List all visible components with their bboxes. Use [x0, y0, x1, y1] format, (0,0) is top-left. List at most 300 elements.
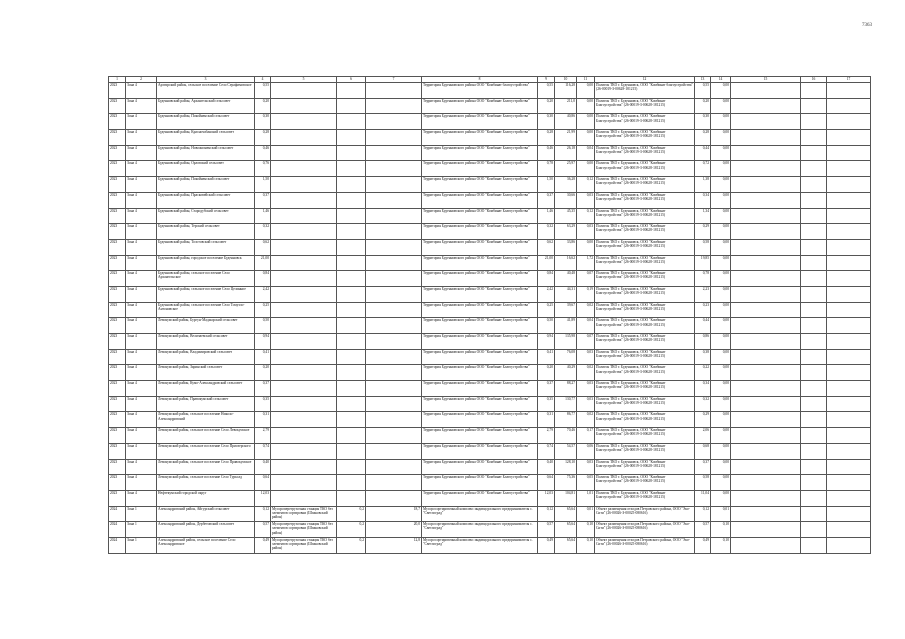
table-cell — [731, 537, 801, 553]
table-cell — [271, 208, 337, 224]
column-number: 6 — [337, 77, 366, 83]
table-cell — [827, 177, 871, 193]
table-cell: Буденновский район, Стародубский сельсовет — [157, 208, 255, 224]
table-cell: Зона 4 — [126, 255, 157, 271]
table-cell: 0,00 — [711, 334, 731, 350]
table-cell: 0,29 — [695, 412, 711, 428]
table-row — [109, 475, 871, 491]
table-row — [109, 365, 871, 381]
table-cell: 0,57 — [695, 522, 711, 538]
table-cell: Зона 4 — [126, 192, 157, 208]
table-cell: Территория Буденновского района ООО "Комбинат Благоустройства" — [422, 130, 538, 146]
table-cell: Объект размещения отходов Петровского района, ООО "Эко-Сити" (26-00026-З-00025-080616) — [595, 506, 695, 522]
table-cell: 0,30 — [695, 114, 711, 130]
table-cell: 2024 — [109, 506, 126, 522]
table-cell — [731, 334, 801, 350]
table-row — [109, 208, 871, 224]
table-row — [109, 130, 871, 146]
table-cell — [271, 349, 337, 365]
table-cell: 0,00 — [711, 255, 731, 271]
table-cell — [827, 286, 871, 302]
table-cell: Зона 4 — [126, 365, 157, 381]
table-cell: 0,00 — [711, 145, 731, 161]
table-cell: 0,57 — [255, 522, 271, 538]
table-cell — [366, 443, 422, 459]
table-cell: 2023 — [109, 349, 126, 365]
table-cell — [801, 396, 827, 412]
table-cell: Левокумский район, Бургун-Маджарский сельсовет — [157, 318, 255, 334]
table-cell — [801, 114, 827, 130]
table-cell: 12,8 — [366, 537, 422, 553]
table-cell: Полигон ТКО г. Буденновск, ООО "Комбинат Благоустройства" (26-00019-З-00628-181215) — [595, 490, 695, 506]
column-number: 3 — [157, 77, 255, 83]
table-cell — [271, 286, 337, 302]
table-cell: 1,50 — [538, 177, 555, 193]
table-cell: 0,00 — [711, 349, 731, 365]
column-number: 17 — [827, 77, 871, 83]
table-cell — [801, 318, 827, 334]
table-cell: 0,37 — [255, 192, 271, 208]
table-cell — [731, 490, 801, 506]
table-cell — [366, 98, 422, 114]
column-number: 9 — [538, 77, 555, 83]
table-cell — [801, 365, 827, 381]
table-cell — [337, 145, 366, 161]
table-cell — [366, 255, 422, 271]
table-cell — [827, 145, 871, 161]
table-cell: 40,86 — [555, 114, 577, 130]
table-cell — [827, 365, 871, 381]
table-cell: 0,44 — [695, 318, 711, 334]
table-cell: 2023 — [109, 130, 126, 146]
table-body — [109, 83, 871, 554]
table-cell — [366, 130, 422, 146]
table-cell: 2023 — [109, 145, 126, 161]
table-cell: Зона 4 — [126, 130, 157, 146]
table-cell: 18,7 — [366, 506, 422, 522]
table-cell: 2023 — [109, 318, 126, 334]
table-cell: 0,46 — [255, 145, 271, 161]
table-cell — [337, 412, 366, 428]
table-cell — [271, 271, 337, 287]
table-cell: 40,29 — [555, 365, 577, 381]
table-cell: 0,62 — [255, 239, 271, 255]
table-cell — [827, 522, 871, 538]
table-cell: 0,03 — [577, 349, 595, 365]
table-cell: 0,22 — [695, 365, 711, 381]
table-row — [109, 396, 871, 412]
table-cell — [271, 192, 337, 208]
table-cell — [801, 428, 827, 444]
table-cell: 2023 — [109, 239, 126, 255]
table-cell — [827, 459, 871, 475]
table-cell: 0,00 — [711, 114, 731, 130]
table-cell: Полигон ТКО г. Буденновск, ООО "Комбинат Благоустройства" (26-00019-З-00628-181215) — [595, 334, 695, 350]
table-cell: 1,46 — [538, 208, 555, 224]
table-cell: 0,00 — [711, 318, 731, 334]
table-cell: Территория Буденновского района ООО "Комбинат Благоустройства" — [422, 459, 538, 475]
table-cell — [366, 114, 422, 130]
table-cell: 0,86 — [695, 334, 711, 350]
table-cell — [827, 98, 871, 114]
table-cell — [271, 475, 337, 491]
table-cell — [801, 490, 827, 506]
table-cell: Буденновский район, Терский сельсовет — [157, 224, 255, 240]
table-row — [109, 381, 871, 397]
table-cell: 116,28 — [555, 83, 577, 99]
table-cell: 76,08 — [555, 349, 577, 365]
table-cell: Левокумский район, Кумо-Александровский сельсовет — [157, 381, 255, 397]
table-cell: Зона 4 — [126, 83, 157, 99]
table-cell: Зона 4 — [126, 98, 157, 114]
table-cell — [827, 271, 871, 287]
table-cell — [801, 381, 827, 397]
table-cell: Территория Буденновского района ООО "Комбинат Благоустройства" — [422, 318, 538, 334]
table-cell — [801, 98, 827, 114]
table-cell: 0,00 — [577, 114, 595, 130]
table-cell — [801, 506, 827, 522]
table-cell: Мусороперегрузочная станция ТКО без элементов сортировки (Шпаковский район) — [271, 537, 337, 553]
table-row — [109, 522, 871, 538]
table-cell: 0,00 — [711, 412, 731, 428]
table-cell — [827, 83, 871, 99]
table-cell: 25,97 — [555, 161, 577, 177]
table-cell: 36,28 — [555, 177, 577, 193]
table-cell: Территория Буденновского района ООО "Комбинат Благоустройства" — [422, 239, 538, 255]
table-row — [109, 271, 871, 287]
table-cell — [801, 459, 827, 475]
table-cell — [731, 271, 801, 287]
table-cell: 0,03 — [577, 459, 595, 475]
table-row — [109, 161, 871, 177]
table-cell: 1,50 — [255, 177, 271, 193]
table-cell — [801, 239, 827, 255]
table-cell: 0,94 — [255, 334, 271, 350]
table-cell: 2,42 — [538, 286, 555, 302]
table-cell: 2023 — [109, 208, 126, 224]
table-cell: 0,62 — [538, 239, 555, 255]
table-cell — [801, 443, 827, 459]
column-number: 14 — [711, 77, 731, 83]
table-cell — [731, 302, 801, 318]
table-cell: 0,78 — [695, 271, 711, 287]
table-cell: 0,10 — [577, 522, 595, 538]
table-cell: Территория Буденновского района ООО "Комбинат благоустройства" — [422, 83, 538, 99]
table-cell: 0,10 — [577, 537, 595, 553]
table-cell — [337, 239, 366, 255]
table-cell — [271, 396, 337, 412]
column-number: 12 — [595, 77, 695, 83]
table-cell: Зона 4 — [126, 177, 157, 193]
table-cell — [366, 271, 422, 287]
table-cell: 0,03 — [577, 396, 595, 412]
column-number: 10 — [555, 77, 577, 83]
table-cell: 0,40 — [255, 459, 271, 475]
table-cell: 0,28 — [538, 130, 555, 146]
table-cell: 0,04 — [577, 145, 595, 161]
table-cell: Территория Буденновского района ООО "Комбинат Благоустройства" — [422, 302, 538, 318]
table-cell: Левокумский район, сельское поселение Николо-Александровский — [157, 412, 255, 428]
column-number: 4 — [255, 77, 271, 83]
table-cell — [271, 365, 337, 381]
table-cell: Полигон ТКО г. Буденновск, ООО "Комбинат Благоустройства" (26-00019-З-00628-181215) — [595, 365, 695, 381]
table-cell — [366, 396, 422, 412]
table-cell — [731, 286, 801, 302]
registry-table — [108, 76, 871, 554]
table-cell — [337, 475, 366, 491]
table-cell — [366, 381, 422, 397]
table-cell — [801, 192, 827, 208]
table-cell: 0,12 — [538, 506, 555, 522]
table-cell: 0,00 — [711, 490, 731, 506]
table-cell — [337, 83, 366, 99]
table-cell: 30,66 — [555, 192, 577, 208]
table-cell: Территория Буденновского района ООО "Комбинат Благоустройства" — [422, 286, 538, 302]
table-cell — [731, 161, 801, 177]
table-cell: Александровский район, сельское поселение Село Александровское — [157, 537, 255, 553]
table-cell: 0,00 — [577, 130, 595, 146]
table-cell: Территория Буденновского района ООО "Комбинат Благоустройства" — [422, 161, 538, 177]
table-cell: 130,77 — [555, 396, 577, 412]
table-cell: 0,55 — [538, 83, 555, 99]
table-cell: 2023 — [109, 443, 126, 459]
table-cell: 1,38 — [695, 177, 711, 193]
table-cell: 2023 — [109, 161, 126, 177]
table-cell — [337, 286, 366, 302]
table-cell: 0,00 — [711, 302, 731, 318]
table-cell: Зона 4 — [126, 286, 157, 302]
table-cell — [827, 318, 871, 334]
table-cell: 0,76 — [255, 161, 271, 177]
table-cell: 11,04 — [695, 490, 711, 506]
table-cell — [366, 318, 422, 334]
table-cell — [827, 412, 871, 428]
table-cell: 0,06 — [577, 443, 595, 459]
column-number: 15 — [731, 77, 801, 83]
table-cell — [731, 224, 801, 240]
table-cell: 0,02 — [577, 412, 595, 428]
table-cell: Зона 1 — [126, 506, 157, 522]
table-cell — [731, 145, 801, 161]
table-cell: Территория Буденновского района ООО "Комбинат Благоустройства" — [422, 271, 538, 287]
table-cell — [731, 381, 801, 397]
table-cell — [827, 443, 871, 459]
table-cell: 0,49 — [255, 537, 271, 553]
table-cell: Александровский район, Айгурский сельсовет — [157, 506, 255, 522]
table-cell — [366, 224, 422, 240]
table-cell — [366, 490, 422, 506]
table-cell: Полигон ТКО г. Буденновск, ООО "Комбинат Благоустройства" (26-00019-З-00628-181215) — [595, 318, 695, 334]
table-cell: 2024 — [109, 522, 126, 538]
table-cell — [271, 381, 337, 397]
table-cell: 2023 — [109, 365, 126, 381]
table-row — [109, 459, 871, 475]
table-cell: 0,07 — [577, 271, 595, 287]
table-cell: Левокумский район, сельское поселение Село Приозерского — [157, 443, 255, 459]
table-row — [109, 239, 871, 255]
table-cell — [366, 475, 422, 491]
table-cell — [731, 255, 801, 271]
table-cell — [366, 192, 422, 208]
table-cell: 211,0 — [555, 98, 577, 114]
column-number: 7 — [366, 77, 422, 83]
table-row — [109, 318, 871, 334]
table-cell: 2023 — [109, 334, 126, 350]
table-cell: 0,41 — [538, 349, 555, 365]
table-cell: 0,23 — [695, 302, 711, 318]
table-row — [109, 224, 871, 240]
table-cell: 0,41 — [255, 349, 271, 365]
table-cell: 0,32 — [695, 396, 711, 412]
table-cell: 0,12 — [695, 506, 711, 522]
table-cell: 0,00 — [711, 286, 731, 302]
table-cell — [827, 130, 871, 146]
table-cell — [271, 177, 337, 193]
table-cell: 40,48 — [555, 271, 577, 287]
table-cell: 0,55 — [695, 83, 711, 99]
table-cell: Зона 4 — [126, 114, 157, 130]
table-cell: Александровский район, Дербетовский сельсовет — [157, 522, 255, 538]
table-cell: Зона 4 — [126, 490, 157, 506]
table-cell: 0,00 — [711, 475, 731, 491]
table-cell: 0,57 — [538, 522, 555, 538]
table-cell: 0,00 — [711, 192, 731, 208]
table-cell — [271, 459, 337, 475]
table-cell: 2023 — [109, 475, 126, 491]
table-cell: 0,49 — [538, 537, 555, 553]
table-cell: 2,23 — [695, 286, 711, 302]
table-cell: 16,62 — [555, 255, 577, 271]
table-cell: 0,00 — [577, 98, 595, 114]
table-cell — [366, 177, 422, 193]
table-cell: 2023 — [109, 98, 126, 114]
table-cell: 21,99 — [555, 130, 577, 146]
table-cell — [731, 396, 801, 412]
table-cell: Мусороперегрузочная станция ТКО без элементов сортировки (Шпаковский район) — [271, 506, 337, 522]
table-row — [109, 490, 871, 506]
table-cell — [801, 412, 827, 428]
table-cell: Полигон ТКО г. Буденновск, ООО "Комбинат благоустройства" (26-00019-З-00628-181215) — [595, 83, 695, 99]
table-cell — [337, 490, 366, 506]
table-cell — [827, 334, 871, 350]
table-cell: 0,00 — [711, 161, 731, 177]
table-cell: Буденновский район, Орловский сельсовет — [157, 161, 255, 177]
table-cell: Полигон ТКО г. Буденновск, ООО "Комбинат Благоустройства" (26-00019-З-00628-181215) — [595, 224, 695, 240]
table-cell — [337, 177, 366, 193]
table-cell: 0,37 — [538, 381, 555, 397]
table-cell: 2,06 — [695, 428, 711, 444]
table-cell: Зона 4 — [126, 145, 157, 161]
table-cell: Зона 4 — [126, 208, 157, 224]
table-cell: 0,19 — [577, 286, 595, 302]
column-number: 1 — [109, 77, 126, 83]
table-cell: 0,00 — [711, 443, 731, 459]
table-cell: 21,00 — [538, 255, 555, 271]
table-cell: 0,12 — [255, 506, 271, 522]
table-cell — [731, 177, 801, 193]
table-cell: 0,03 — [577, 381, 595, 397]
table-cell: 0,12 — [577, 177, 595, 193]
table-cell: 2023 — [109, 302, 126, 318]
table-cell: 0,10 — [711, 537, 731, 553]
table-cell: Буденновский район, сельское поселение Село Томузло-Антоновское — [157, 302, 255, 318]
table-cell: 135,98 — [555, 334, 577, 350]
table-cell: 0,01 — [711, 506, 731, 522]
table-cell — [337, 381, 366, 397]
page-number: 7363 — [862, 23, 872, 28]
table-cell: Левокумский район, Величаевский сельсовет — [157, 334, 255, 350]
table-cell: Нефтекумский городской округ — [157, 490, 255, 506]
table-cell: 0,32 — [255, 224, 271, 240]
table-cell: Территория Буденновского района ООО "Комбинат Благоустройства" — [422, 98, 538, 114]
table-cell: Левокумский район, сельское поселение Село Правокумское — [157, 459, 255, 475]
table-cell: Мусоросортировочный комплекс индивидуального предпринимателя с. "Светлоград" — [422, 537, 538, 553]
table-cell: Территория Буденновского района ООО "Комбинат Благоустройства" — [422, 224, 538, 240]
table-cell — [337, 302, 366, 318]
table-cell: 1,72 — [577, 255, 595, 271]
table-cell — [827, 302, 871, 318]
table-cell: 0,02 — [577, 302, 595, 318]
table-cell: 21,00 — [255, 255, 271, 271]
table-cell: Полигон ТКО г. Буденновск, ООО "Комбинат Благоустройства" (26-00019-З-00628-181215) — [595, 145, 695, 161]
table-row — [109, 192, 871, 208]
table-cell: 2023 — [109, 224, 126, 240]
table-cell — [827, 490, 871, 506]
table-cell: 0,00 — [711, 98, 731, 114]
table-cell — [271, 114, 337, 130]
table-row — [109, 114, 871, 130]
table-cell: Зона 4 — [126, 475, 157, 491]
table-cell — [271, 428, 337, 444]
table-cell: 12,03 — [538, 490, 555, 506]
column-number: 8 — [422, 77, 538, 83]
table-cell: 0,37 — [695, 459, 711, 475]
table-cell: 65,64 — [555, 506, 577, 522]
table-cell — [271, 490, 337, 506]
table-cell: 0,32 — [538, 224, 555, 240]
table-cell — [827, 255, 871, 271]
table-cell — [366, 208, 422, 224]
table-cell: Территория Буденновского района ООО "Комбинат Благоустройства" — [422, 475, 538, 491]
table-cell: Территория Буденновского района ООО "Комбинат Благоустройства" — [422, 208, 538, 224]
table-cell: Зона 4 — [126, 302, 157, 318]
table-cell — [731, 443, 801, 459]
table-cell: 0,58 — [695, 475, 711, 491]
table-cell: Полигон ТКО г. Буденновск, ООО "Комбинат Благоустройства" (26-00019-З-00628-181215) — [595, 428, 695, 444]
table-cell — [337, 365, 366, 381]
table-row — [109, 537, 871, 553]
table-cell: Зона 4 — [126, 412, 157, 428]
table-cell: Объект размещения отходов Петровского района, ООО "Эко-Сити" (26-00026-З-00025-080616) — [595, 537, 695, 553]
table-cell: 0,00 — [711, 130, 731, 146]
table-cell — [827, 349, 871, 365]
table-cell: Зона 4 — [126, 271, 157, 287]
table-cell: 0,31 — [538, 412, 555, 428]
table-cell — [271, 130, 337, 146]
table-cell: 0,68 — [695, 443, 711, 459]
table-cell: Полигон ТКО г. Буденновск, ООО "Комбинат Благоустройства" (26-00019-З-00628-181215) — [595, 208, 695, 224]
table-cell: Зона 1 — [126, 537, 157, 553]
table-cell: 0,72 — [695, 161, 711, 177]
table-cell — [801, 271, 827, 287]
table-cell — [366, 365, 422, 381]
table-cell — [366, 302, 422, 318]
table-cell — [337, 334, 366, 350]
table-cell: Полигон ТКО г. Буденновск, ООО "Комбинат Благоустройства" (26-00019-З-00628-181215) — [595, 98, 695, 114]
table-cell — [801, 255, 827, 271]
table-cell: Буденновский район, Покойненский сельсовет — [157, 177, 255, 193]
table-cell: 0,30 — [538, 114, 555, 130]
